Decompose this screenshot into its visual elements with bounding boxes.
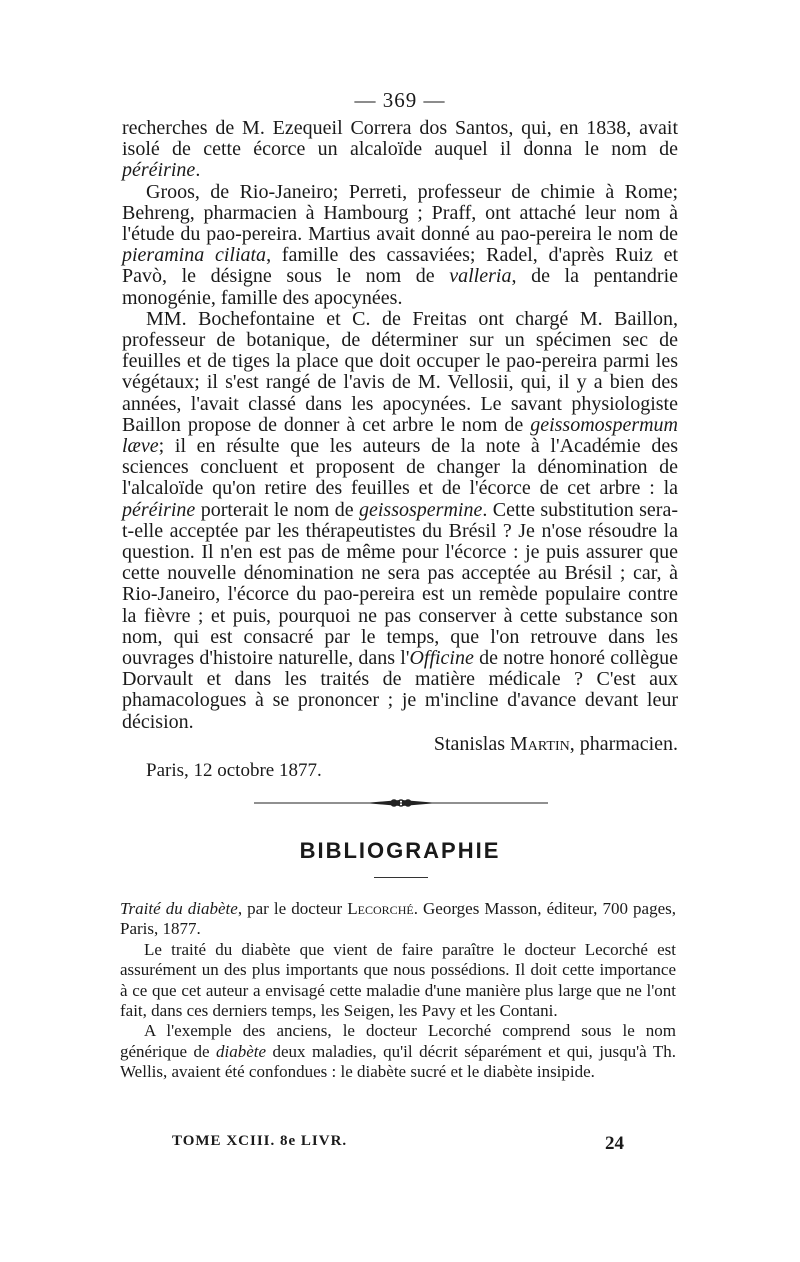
footer-volume: TOME XCIII. 8e LIVR. bbox=[172, 1133, 348, 1149]
text-run: . Cette substitution sera-t-elle acceptée par les thérapeutistes du Brésil ? Je n'ose résoudre la question. Il n'en est pas de même pour l'écorce : je puis assurer que cette nouvelle dénomination ne sera pas acceptée au Brésil ; car, à Rio-Janeiro, l'écorce du pao-pereira est un remède populaire contre la fièvre ; et puis, pourquoi ne pas conserver à cette substance son nom, qui est consacré par le temps, que l'on retrouve dans les ouvrages d'histoire naturelle, dans l' bbox=[122, 498, 678, 670]
text-run: MM. Bochefontaine et C. de Freitas ont chargé M. Baillon, professeur de botanique, de déterminer sur un spécimen sec de feuilles et de tiges la place que doit occuper le pao-pereira parmi les végétaux; il s'est rangé de l'avis de M. Vellosii, qui, il y a bien des années, l'avait classé dans les apocynées. Le savant physiologiste Baillon propose de donner à cet arbre le nom de bbox=[122, 307, 678, 436]
text-run: deux maladies, qu'il décrit séparément et qui, jusqu'à Th. Wellis, avaient été confondues : le diabète sucré et le diabète insipide. bbox=[120, 1041, 676, 1082]
biblio-paragraph bbox=[120, 1021, 676, 1082]
text-run: porterait le nom de bbox=[195, 498, 359, 521]
signature-title: , pharmacien. bbox=[569, 733, 678, 755]
italic-term: geissomospermum læve bbox=[122, 413, 678, 458]
italic-term: diabète bbox=[215, 1041, 267, 1061]
page-footer bbox=[172, 1133, 624, 1155]
text-run: . bbox=[195, 159, 201, 182]
text-run: , famille des cassaviées; Radel, d'après Ruiz et Pavò, le désigne sous le nom de bbox=[122, 244, 678, 288]
signature-last-name: Martin bbox=[510, 733, 570, 755]
paragraph bbox=[122, 118, 678, 182]
text-run: Le traité du diabète que vient de faire paraître le docteur Lecorché est assurément un des plus importants que nous possédions. Il doit cette importance à ce que cet auteur a envisagé cette maladie d'une manière plus large que ne l'ont fait, dans ces derniers temps, les Seigen, les Pavy et les Contani. bbox=[120, 939, 676, 1021]
page-number: — 369 — bbox=[354, 88, 446, 112]
bibliography-body bbox=[120, 899, 676, 1083]
biblio-paragraph bbox=[120, 899, 676, 940]
text-run: , par le docteur bbox=[237, 899, 348, 918]
paragraph bbox=[122, 309, 678, 733]
dateline: Paris, 12 octobre 1877. bbox=[146, 760, 322, 781]
section-title: BIBLIOGRAPHIE bbox=[299, 838, 501, 863]
article-body bbox=[122, 118, 678, 733]
small-caps-name: Lecorché bbox=[347, 899, 414, 918]
italic-term: pieramina ciliata bbox=[122, 244, 267, 267]
signature-first-name: Stanislas bbox=[433, 733, 510, 755]
biblio-paragraph bbox=[120, 940, 676, 1022]
author-signature bbox=[0, 733, 678, 756]
text-run: recherches de M. Ezequeil Correra dos Santos, qui, en 1838, avait isolé de cette écorce un alcaloïde auquel il donna le nom de bbox=[122, 117, 678, 161]
short-divider bbox=[374, 877, 428, 878]
text-run: Groos, de Rio-Janeiro; Perreti, professeur de chimie à Rome; Behreng, pharmacien à Hambourg ; Praff, ont attaché leur nom à l'étude du pao-pereira. Martius avait donné au pao-pereira le nom de bbox=[122, 180, 678, 246]
footer-signature-mark: 24 bbox=[605, 1133, 624, 1154]
italic-term: geissospermine bbox=[359, 498, 483, 521]
italic-term: Traité du diabète bbox=[120, 899, 238, 918]
italic-term: Officine bbox=[409, 647, 474, 670]
text-run: A l'exemple des anciens, le docteur Lecorché comprend sous le nom générique de bbox=[120, 1021, 676, 1061]
text-run: , de la pentandrie monogénie, famille des apocynées. bbox=[122, 265, 678, 309]
italic-term: péréirine bbox=[122, 159, 196, 182]
text-run: de notre honoré collègue Dorvault et dans les traités de matière médicale ? C'est aux phamacologues à se prononcer ; je m'incline d'avance devant leur décision. bbox=[122, 647, 678, 733]
text-run: ; il en résulte que les auteurs de la note à l'Académie des sciences concluent et proposent de changer la dénomination de l'alcaloïde qu'on retire des feuilles et de l'écorce de cet arbre : la bbox=[122, 435, 678, 500]
italic-term: valleria bbox=[449, 265, 512, 288]
text-run: . Georges Masson, éditeur, 700 pages, Paris, 1877. bbox=[120, 899, 676, 939]
ornamental-divider bbox=[254, 798, 548, 808]
paragraph bbox=[122, 182, 678, 309]
italic-term: péréirine bbox=[122, 498, 196, 521]
